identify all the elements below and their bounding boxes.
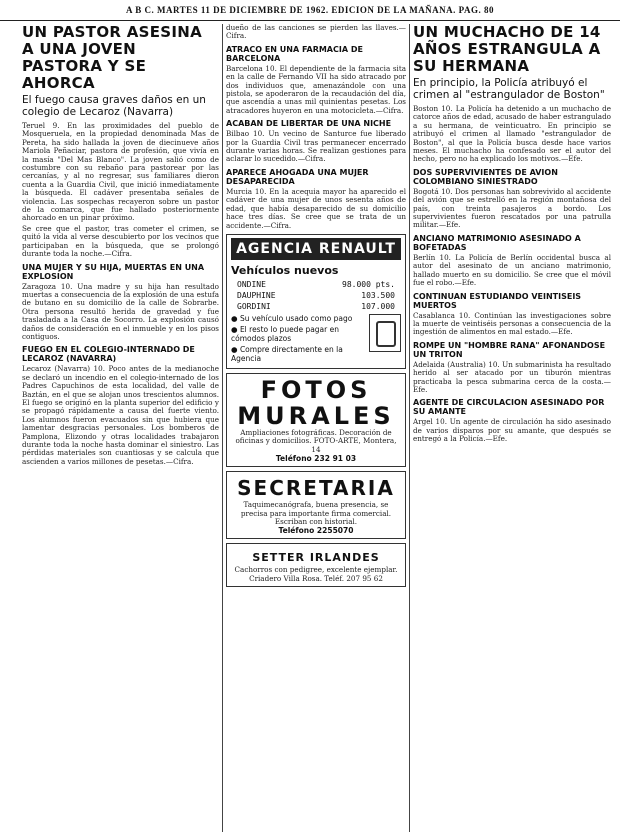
article-text: Berlín 10. La Policía de Berlín occidental busca al autor del asesinato de un anciano matrimonio, hallado muerto en su domicilio. Se cree que el móvil fue el robo.—Efe. bbox=[413, 252, 611, 288]
article-text: Boston 10. La Policía ha detenido a un muchacho de catorce años de edad, acusado de haber estrangulado a su hermana, de veinticuatro. En principio se atribuyó el crimen al llamado "estrangulador de Boston", al que la Policía busca desde hace varios meses. El muchacho ha confesado ser el autor del hecho, pero no ha explicado los motivos.—Efe. bbox=[413, 104, 611, 164]
section-heading: CONTINUAN ESTUDIANDO VEINTISEIS MUERTOS bbox=[413, 291, 582, 310]
ad-text: Ampliaciones fotográficas. Decoración de oficinas y domicilios. FOTO-ARTE, Montera, 14 bbox=[235, 427, 397, 454]
renault-badge-icon bbox=[369, 314, 401, 352]
price-row: ONDINE 98.000 pts. bbox=[237, 279, 395, 289]
article-text: Teruel 9. En las proximidades del pueblo de Mosqueruela, en la propiedad denominada Mas de Pereta, ha sido hallada la joven de diecinueve años Mariola Peñaciar, pastora de profesión, que vivía en la masía "Del Mas Blanco". La joven salió como de costumbre con su rebaño para pastorear por las cercanías, y al no regresar, sus familiares dieron cuenta a la Guardia Civil, que inició inmediatamente la búsqueda. El cadáver presentaba señales de violencia. Las sospechas recayeron sobre un pastor de la comarca, que fue hallado posteriormente ahorcado en un pinar próximo. bbox=[22, 121, 219, 223]
ad-text: Cachorros con pedigree, excelente ejemplar. Criadero Villa Rosa. Teléf. 207 95 62 bbox=[234, 565, 398, 583]
article-text: Casablanca 10. Continúan las investigaciones sobre la muerte de veintiséis personas a consecuencia de la ingestión de alimentos en mal estado.—Efe. bbox=[413, 310, 611, 337]
section-heading: ROMPE UN "HOMBRE RANA" AFONANDOSE UN TRITON bbox=[413, 340, 606, 359]
article-text: Lecaroz (Navarra) 10. Poco antes de la medianoche se declaró un incendio en el colegio-internado de los Padres Capuchinos de esta localidad, del valle de Baztán, en el que se alojan unos trescientos alumnos. El fuego se originó en la planta superior del edificio y se propagó rápidamente a causa del fuerte viento. Los alumnos fueron evacuados sin que hubiera que lamentar desgracias personales. Los bomberos de Pamplona, Elizondo y otras localidades trabajaron durante toda la noche hasta dominar el siniestro. Las pérdidas materiales son cuantiosas y se calcula que ascienden a varios millones de pesetas.—Cifra. bbox=[22, 364, 219, 466]
headline-pastor: UN PASTOR ASESINA A UNA JOVEN PASTORA Y SE AHORCA bbox=[22, 24, 203, 92]
ad-secretaria bbox=[226, 471, 406, 539]
ad-renault bbox=[226, 234, 406, 369]
section-heading: DOS SUPERVIVIENTES DE AVION COLOMBIANO SINIESTRADO bbox=[413, 167, 558, 186]
ad-secretaria-title: SECRETARIA bbox=[237, 476, 395, 501]
column-rule bbox=[222, 24, 223, 832]
renault-logo: AGENCIA RENAULT bbox=[231, 238, 401, 260]
article-text: Se cree que el pastor, tras cometer el crimen, se quitó la vida al verse descubierto por los vecinos que participaban en la búsqueda, que se prolongó durante toda la noche.—Cifra. bbox=[22, 223, 219, 259]
section-heading: ACABAN DE LIBERTAR DE UNA NICHE bbox=[226, 119, 392, 129]
price-row: DAUPHINE 103.500 bbox=[237, 290, 395, 300]
subhead-fire: El fuego causa graves daños en un colegio de Lecaroz (Navarra) bbox=[22, 94, 206, 118]
ad-setter-title: SETTER IRLANDES bbox=[252, 551, 380, 565]
article-text: Murcia 10. En la acequia mayor ha aparecido el cadáver de una mujer de unos sesenta años de edad, que había desaparecido de su domicilio hace tres días. Se cree que se trata de un accidente.—Cifra. bbox=[226, 186, 406, 230]
ad-text: Taquimecanógrafa, buena presencia, se precisa para importante firma comercial. Escriban con historial. bbox=[240, 500, 392, 526]
section-heading: ANCIANO MATRIMONIO ASESINADO A BOFETADAS bbox=[413, 233, 581, 252]
ad-bullet: ● El resto lo puede pagar en cómodos plazos bbox=[231, 324, 339, 343]
headline-boston: UN MUCHACHO DE 14 AÑOS ESTRANGULA A SU HERMANA bbox=[413, 24, 601, 75]
ad-bullet: ● Compre directamente en la Agencia bbox=[231, 344, 343, 363]
article-text: Bogotá 10. Dos personas han sobrevivido al accidente del avión que se estrelló en la región montañosa del país, con treinta pasajeros a bordo. Los supervivientes fueron rescatados por una patrulla militar.—Efe. bbox=[413, 186, 611, 230]
ad-fotos-title: FOTOS MURALES bbox=[237, 375, 395, 430]
ad-phone: Teléfono 2255070 bbox=[278, 526, 354, 536]
article-text: Bilbao 10. Un vecino de Santurce fue liberado por la Guardia Civil tras permanecer encerrado durante varias horas. Se realizan gestiones para aclarar lo sucedido.—Cifra. bbox=[226, 129, 406, 164]
section-heading: AGENTE DE CIRCULACION ASESINADO POR SU AMANTE bbox=[413, 398, 605, 417]
article-text: Zaragoza 10. Una madre y su hija han resultado muertas a consecuencia de la explosión de una estufa de butano en su domicilio de la calle de Sobrarbe. Otra persona resultó herida de gravedad y fue trasladada a la Casa de Socorro. La explosión causó daños de consideración en el inmueble y en los pisos contiguos. bbox=[22, 281, 219, 341]
section-heading: ATRACO EN UNA FARMACIA DE BARCELONA bbox=[226, 44, 363, 63]
masthead: A B C. MARTES 11 DE DICIEMBRE DE 1962. EDICION DE LA MAÑANA. PAG. 80 bbox=[0, 0, 620, 21]
column-right bbox=[413, 24, 611, 834]
column-middle bbox=[226, 24, 406, 834]
section-heading: UNA MUJER Y SU HIJA, MUERTAS EN UNA EXPLOSION bbox=[22, 262, 205, 281]
ad-fotos bbox=[226, 373, 406, 467]
article-text: dueño de las canciones se pierden las llaves.—Cifra. bbox=[226, 24, 406, 41]
article-text: Adelaida (Australia) 10. Un submarinista ha resultado herido al ser atacado por un tiburón mientras practicaba la pesca submarina cerca de la costa.—Efe. bbox=[413, 359, 611, 394]
ad-setter bbox=[226, 543, 406, 587]
ad-bullet: ● Su vehículo usado como pago bbox=[231, 313, 353, 323]
section-heading: APARECE AHOGADA UNA MUJER DESAPARECIDA bbox=[226, 167, 369, 186]
column-rule bbox=[409, 24, 410, 832]
column-left bbox=[22, 24, 219, 834]
section-heading: FUEGO EN EL COLEGIO-INTERNADO DE LECAROZ (NAVARRA) bbox=[22, 345, 195, 364]
article-text: Barcelona 10. El dependiente de la farmacia sita en la calle de Fernando VII ha sido atracado por dos individuos que, amenazándole con una pistola, se apoderaron de la recaudación del día, que ascendía a unas mil quinientas pesetas. Los atracadores huyeron en una motocicleta.—Cifra. bbox=[226, 63, 406, 115]
ad-subtitle: Vehículos nuevos bbox=[231, 263, 339, 277]
subhead-boston: En principio, la Policía atribuyó el crimen al "estrangulador de Boston" bbox=[413, 77, 605, 101]
price-row: GORDINI 107.000 bbox=[237, 301, 395, 311]
ad-phone: Teléfono 232 91 03 bbox=[275, 454, 357, 464]
article-text: Argel 10. Un agente de circulación ha sido asesinado de varios disparos por su amante, que después se entregó a la Policía.—Efe. bbox=[413, 417, 611, 444]
